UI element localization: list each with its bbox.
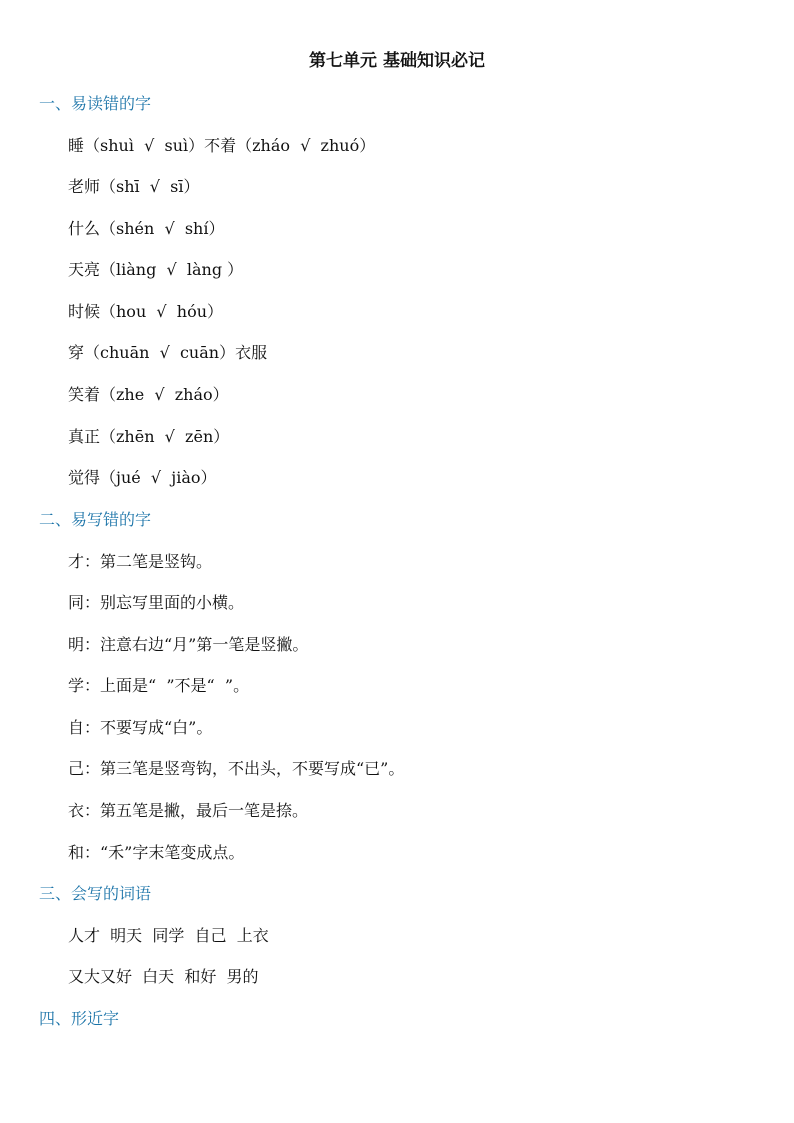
section-heading-2: 二、易写错的字: [39, 510, 152, 529]
section-heading-3: 三、会写的词语: [39, 884, 152, 903]
section-heading-4: 四、形近字: [39, 1009, 120, 1028]
list-item: 什么（shén √ shí）: [68, 219, 225, 238]
list-item: 真正（zhēn √ zēn）: [68, 427, 230, 446]
list-item: 同：别忘写里面的小横。: [68, 593, 245, 612]
list-item: 人才 明天 同学 自己 上衣: [68, 926, 269, 945]
list-item: 又大又好 白天 和好 男的: [68, 967, 259, 986]
list-item: 和：“禾”字末笔变成点。: [68, 843, 245, 862]
list-item: 明：注意右边“月”第一笔是竖撇。: [68, 635, 309, 654]
list-item: 己：第三笔是竖弯钩，不出头，不要写成“已”。: [68, 759, 405, 778]
page-title: 第七单元 基础知识必记: [309, 51, 485, 71]
list-item: 衣：第五笔是撇，最后一笔是捺。: [68, 801, 309, 820]
list-item: 天亮（liàng √ làng ）: [68, 260, 244, 279]
list-item: 笑着（zhe √ zháo）: [68, 385, 229, 404]
list-item: 觉得（jué √ jiào）: [68, 468, 217, 487]
list-item: 学：上面是“ ”不是“ ”。: [68, 676, 250, 695]
list-item: 才：第二笔是竖钩。: [68, 552, 213, 571]
list-item: 睡（shuì √ suì）不着（zháo √ zhuó）: [68, 136, 376, 155]
list-item: 时候（hou √ hóu）: [68, 302, 224, 321]
list-item: 穿（chuān √ cuān）衣服: [68, 343, 268, 362]
list-item: 自：不要写成“白”。: [68, 718, 213, 737]
section-heading-1: 一、易读错的字: [39, 94, 152, 113]
list-item: 老师（shī √ sī）: [68, 177, 200, 196]
